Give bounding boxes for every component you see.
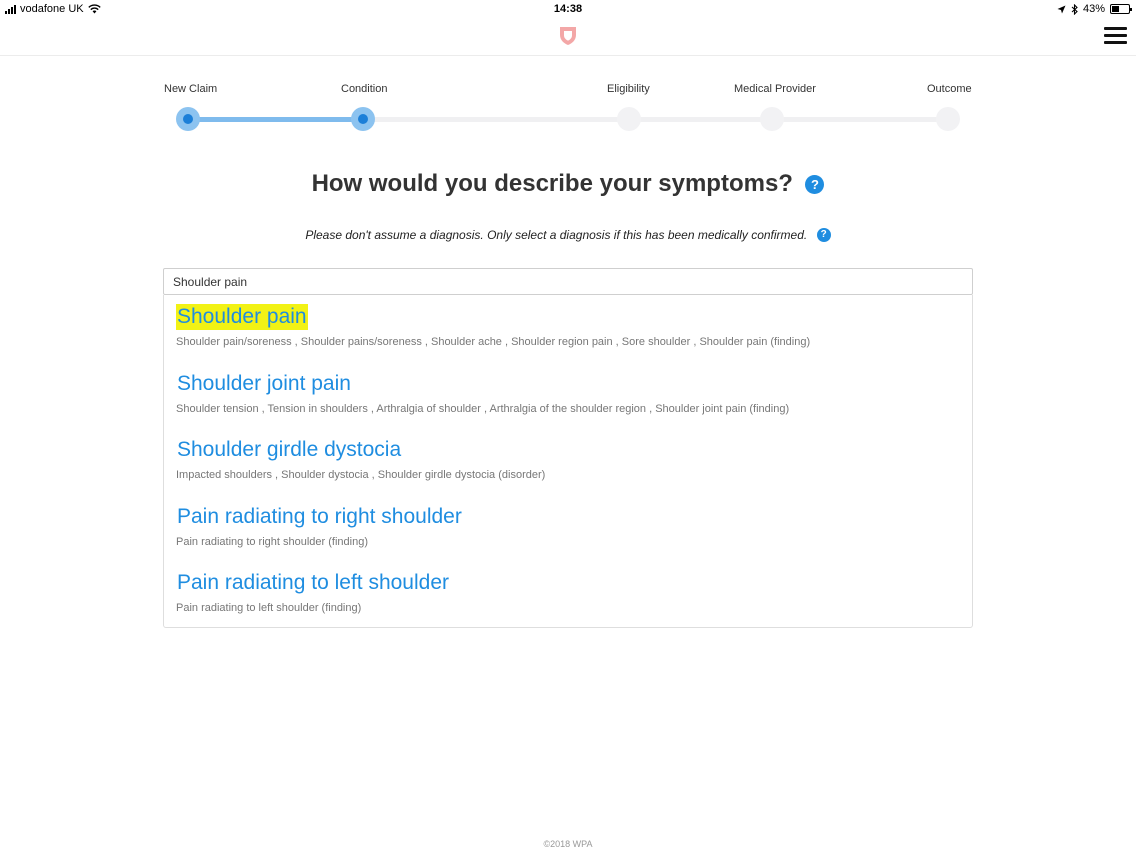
- result-synonyms: Shoulder tension , Tension in shoulders , Arthralgia of shoulder , Arthralgia of the shoulder region , Shoulder joint pain (finding): [176, 403, 790, 415]
- result-synonyms: Shoulder pain/soreness , Shoulder pains/soreness , Shoulder ache , Shoulder region pain , Sore shoulder , Shoulder pain (finding): [176, 336, 811, 348]
- carrier-label: vodafone UK: [20, 3, 84, 15]
- step-dot-condition[interactable]: [351, 107, 375, 131]
- step-dot-outcome: [936, 107, 960, 131]
- result-title[interactable]: Pain radiating to left shoulder: [177, 571, 450, 594]
- battery-percent: 43%: [1082, 3, 1105, 15]
- result-item[interactable]: [176, 570, 450, 614]
- footer-copyright: ©2018 WPA: [543, 839, 593, 849]
- step-label-eligibility: Eligibility: [607, 83, 650, 95]
- step-label-condition: Condition: [341, 83, 388, 95]
- result-item[interactable]: [176, 437, 545, 481]
- result-item[interactable]: [176, 371, 789, 415]
- result-item[interactable]: [176, 504, 463, 548]
- status-bar: [0, 0, 1136, 18]
- clock: 14:38: [553, 3, 583, 15]
- hamburger-menu-icon[interactable]: [1104, 27, 1127, 45]
- step-dot-medical-provider: [760, 107, 784, 131]
- result-synonyms: Impacted shoulders , Shoulder dystocia , Shoulder girdle dystocia (disorder): [176, 469, 546, 481]
- diagnosis-note-row: [0, 226, 1136, 244]
- step-label-new-claim: New Claim: [164, 83, 218, 95]
- shield-logo-icon[interactable]: [559, 26, 577, 46]
- step-label-outcome: Outcome: [927, 83, 972, 95]
- result-title[interactable]: Shoulder joint pain: [177, 372, 351, 395]
- result-title[interactable]: Shoulder pain: [177, 305, 307, 328]
- result-title[interactable]: Pain radiating to right shoulder: [177, 505, 462, 528]
- progress-track-complete: [188, 117, 363, 122]
- result-item[interactable]: [176, 304, 810, 348]
- symptom-search-input[interactable]: [163, 268, 973, 295]
- question-heading-row: [0, 170, 1136, 198]
- bluetooth-icon: [1071, 4, 1078, 15]
- symptom-results-list: [163, 295, 973, 628]
- step-dot-new-claim[interactable]: [176, 107, 200, 131]
- result-synonyms: Pain radiating to right shoulder (finding): [176, 536, 369, 548]
- note-help-icon[interactable]: ?: [817, 228, 831, 242]
- step-dot-eligibility: [617, 107, 641, 131]
- page-title: How would you describe your symptoms?: [311, 170, 793, 197]
- app-header: [0, 18, 1136, 56]
- result-synonyms: Pain radiating to left shoulder (finding): [176, 602, 362, 614]
- help-icon[interactable]: ?: [805, 175, 824, 194]
- battery-icon: [1110, 4, 1130, 14]
- location-arrow-icon: [1057, 5, 1066, 14]
- claim-progress-stepper: [163, 80, 973, 135]
- diagnosis-note: Please don't assume a diagnosis. Only select a diagnosis if this has been medically confirmed.: [305, 227, 808, 242]
- result-title[interactable]: Shoulder girdle dystocia: [177, 438, 402, 461]
- status-bar-right: [1057, 3, 1130, 15]
- step-label-medical-provider: Medical Provider: [734, 83, 816, 95]
